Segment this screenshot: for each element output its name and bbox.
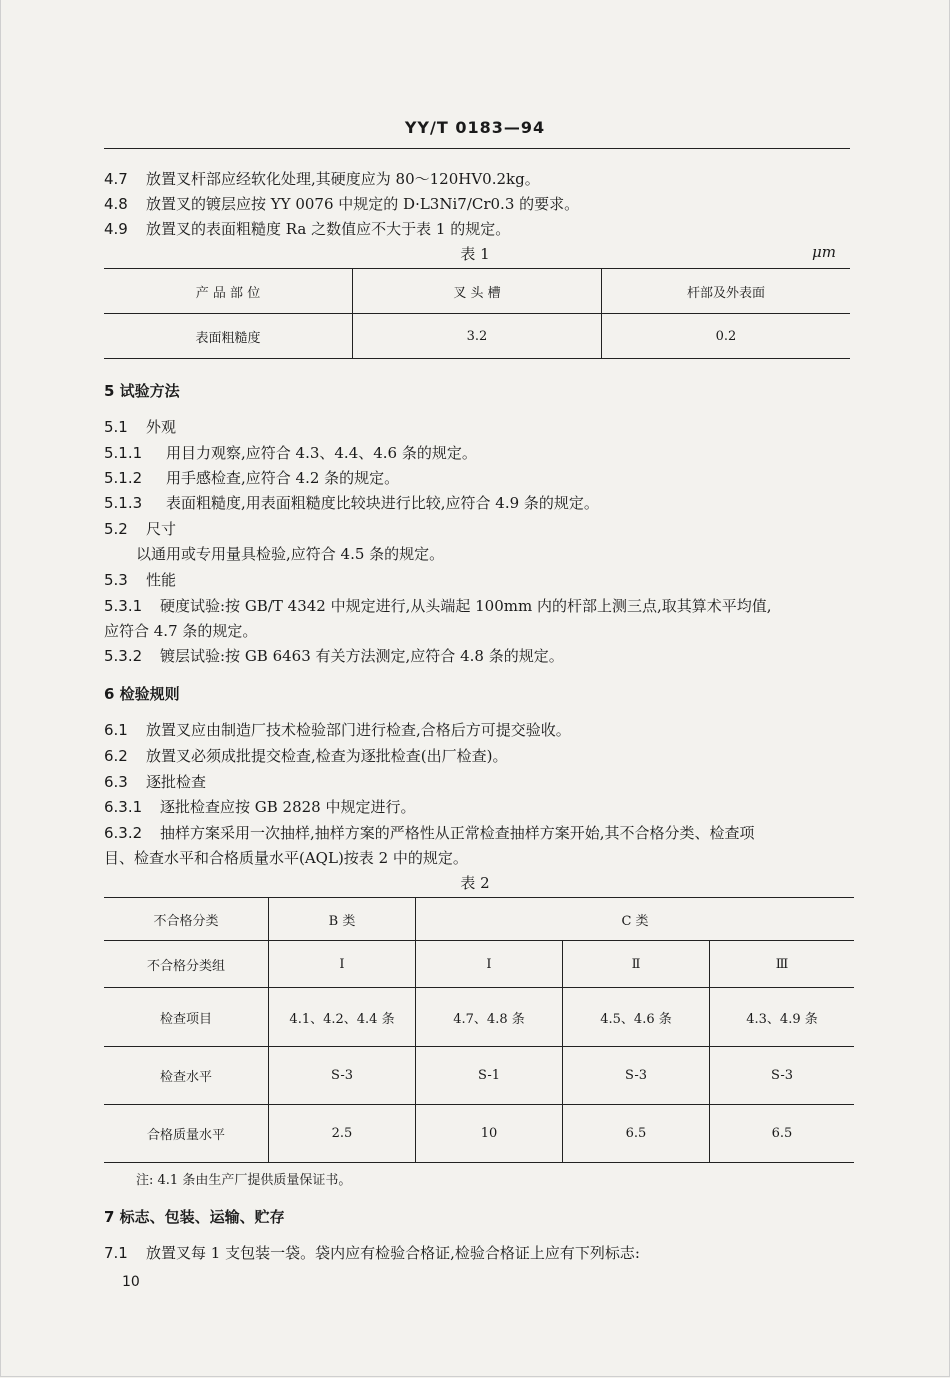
table-cell: 6.5 — [563, 1105, 710, 1163]
table-row — [104, 988, 854, 1047]
clause-5-2 — [104, 518, 176, 539]
table2-note: 注: 4.1 条由生产厂提供质量保证书。 — [136, 1173, 352, 1188]
table-cell: S-3 — [269, 1047, 416, 1105]
table-header-cell: 叉 头 槽 — [353, 269, 602, 314]
clause-number: 6.3.2 — [104, 824, 143, 842]
clause-text: 放置叉应由制造厂技术检验部门进行检查,合格后方可提交验收。 — [146, 721, 571, 739]
clause-text: 放置叉的表面粗糙度 Ra 之数值应不大于表 1 的规定。 — [146, 220, 511, 238]
table-cell: 3.2 — [353, 314, 602, 359]
clause-number: 6.3 — [104, 773, 128, 791]
clause-number: 4.7 — [104, 170, 128, 188]
table-cell: I — [269, 941, 416, 988]
clause-number: 6.3.1 — [104, 798, 143, 816]
row-label: 不合格分类 — [153, 913, 219, 929]
clause-5-2-body: 以通用或专用量具检验,应符合 4.5 条的规定。 — [136, 545, 445, 563]
table2 — [104, 897, 854, 1163]
clause-number: 5.3.2 — [104, 647, 143, 665]
section-6-heading: 6 检验规则 — [104, 685, 180, 703]
header-rule — [104, 148, 850, 149]
clause-number: 4.8 — [104, 195, 128, 213]
table-cell: S-1 — [416, 1047, 563, 1105]
clause-number: 5.1.2 — [104, 469, 143, 487]
table-cell: 4.7、4.8 条 — [416, 988, 563, 1047]
clause-6-3-2 — [104, 822, 755, 843]
clause-7-1 — [104, 1242, 640, 1263]
clause-number: 7.1 — [104, 1244, 128, 1262]
clause-5-3-1-cont: 应符合 4.7 条的规定。 — [104, 622, 258, 640]
table2-caption: 表 2 — [460, 874, 490, 892]
row-label: 检查水平 — [104, 1047, 269, 1105]
clause-number: 5.1 — [104, 418, 128, 436]
class-c-cell: C 类 — [416, 898, 855, 941]
table-row — [104, 314, 850, 359]
clause-text: 逐批检查 — [146, 773, 207, 791]
clause-5-3 — [104, 569, 176, 590]
clause-text: 硬度试验:按 GB/T 4342 中规定进行,从头端起 100mm 内的杆部上测三点,取其算术平均值, — [160, 597, 772, 615]
clause-text: 尺寸 — [146, 520, 177, 538]
clause-text: 外观 — [146, 418, 177, 436]
clause-number: 5.3.1 — [104, 597, 143, 615]
standard-number: YY/T 0183—94 — [404, 118, 546, 137]
clause-number: 4.9 — [104, 220, 128, 238]
section-7-heading: 7 标志、包装、运输、贮存 — [104, 1208, 285, 1226]
table-cell: Ⅲ — [710, 941, 855, 988]
table-row — [104, 269, 850, 314]
clause-text: 表面粗糙度,用表面粗糙度比较块进行比较,应符合 4.9 条的规定。 — [166, 494, 599, 512]
clause-6-2 — [104, 745, 507, 766]
table-row — [104, 898, 854, 941]
table-cell: 10 — [416, 1105, 563, 1163]
table-cell: 4.5、4.6 条 — [563, 988, 710, 1047]
clause-6-3-2-cont: 目、检查水平和合格质量水平(AQL)按表 2 中的规定。 — [104, 849, 468, 867]
table1-unit: μm — [812, 243, 836, 261]
table-cell: 4.1、4.2、4.4 条 — [269, 988, 416, 1047]
clause-number: 6.2 — [104, 747, 128, 765]
clause-4-7 — [104, 168, 540, 189]
table-cell: 6.5 — [710, 1105, 855, 1163]
table1-caption: 表 1 — [460, 245, 490, 263]
table1 — [104, 268, 850, 359]
clause-number: 6.1 — [104, 721, 128, 739]
clause-text: 抽样方案采用一次抽样,抽样方案的严格性从正常检查抽样方案开始,其不合格分类、检查项 — [160, 824, 755, 842]
clause-5-3-1 — [104, 595, 772, 616]
class-b-cell: B 类 — [269, 898, 416, 941]
clause-text: 放置叉的镀层应按 YY 0076 中规定的 D·L3Ni7/Cr0.3 的要求。 — [146, 195, 580, 213]
table-cell: S-3 — [563, 1047, 710, 1105]
row-label: 检查项目 — [104, 988, 269, 1047]
clause-text: 用手感检查,应符合 4.2 条的规定。 — [166, 469, 400, 487]
table-cell: Ⅱ — [563, 941, 710, 988]
table-row — [104, 941, 854, 988]
table-header-cell: 产 品 部 位 — [195, 285, 261, 301]
clause-number: 5.1.1 — [104, 444, 143, 462]
clause-5-1-2 — [104, 467, 399, 488]
clause-number: 5.1.3 — [104, 494, 143, 512]
clause-5-1-1 — [104, 442, 477, 463]
clause-number: 5.2 — [104, 520, 128, 538]
clause-6-3-1 — [104, 796, 416, 817]
clause-5-1-3 — [104, 492, 599, 513]
clause-6-1 — [104, 719, 571, 740]
table-cell: 表面粗糙度 — [104, 314, 353, 359]
clause-4-9 — [104, 218, 510, 239]
section-5-heading: 5 试验方法 — [104, 382, 180, 400]
clause-text: 放置叉必须成批提交检查,检查为逐批检查(出厂检查)。 — [146, 747, 508, 765]
clause-text: 性能 — [146, 571, 177, 589]
row-label: 合格质量水平 — [104, 1105, 269, 1163]
page-number: 10 — [122, 1274, 140, 1290]
row-label: 不合格分类组 — [104, 941, 269, 988]
table-cell: 2.5 — [269, 1105, 416, 1163]
clause-text: 放置叉杆部应经软化处理,其硬度应为 80～120HV0.2kg。 — [146, 170, 540, 188]
table-cell: I — [416, 941, 563, 988]
clause-text: 用目力观察,应符合 4.3、4.4、4.6 条的规定。 — [166, 444, 477, 462]
clause-4-8 — [104, 193, 579, 214]
table-cell: 4.3、4.9 条 — [710, 988, 855, 1047]
clause-6-3 — [104, 771, 206, 792]
table-row — [104, 1105, 854, 1163]
clause-number: 5.3 — [104, 571, 128, 589]
table-row — [104, 1047, 854, 1105]
clause-5-3-2 — [104, 645, 564, 666]
clause-text: 放置叉每 1 支包装一袋。袋内应有检验合格证,检验合格证上应有下列标志: — [146, 1244, 640, 1262]
clause-text: 逐批检查应按 GB 2828 中规定进行。 — [160, 798, 416, 816]
clause-text: 镀层试验:按 GB 6463 有关方法测定,应符合 4.8 条的规定。 — [160, 647, 564, 665]
clause-5-1 — [104, 416, 176, 437]
table-header-cell: 杆部及外表面 — [602, 269, 851, 314]
table-cell: S-3 — [710, 1047, 855, 1105]
table-cell: 0.2 — [602, 314, 851, 359]
